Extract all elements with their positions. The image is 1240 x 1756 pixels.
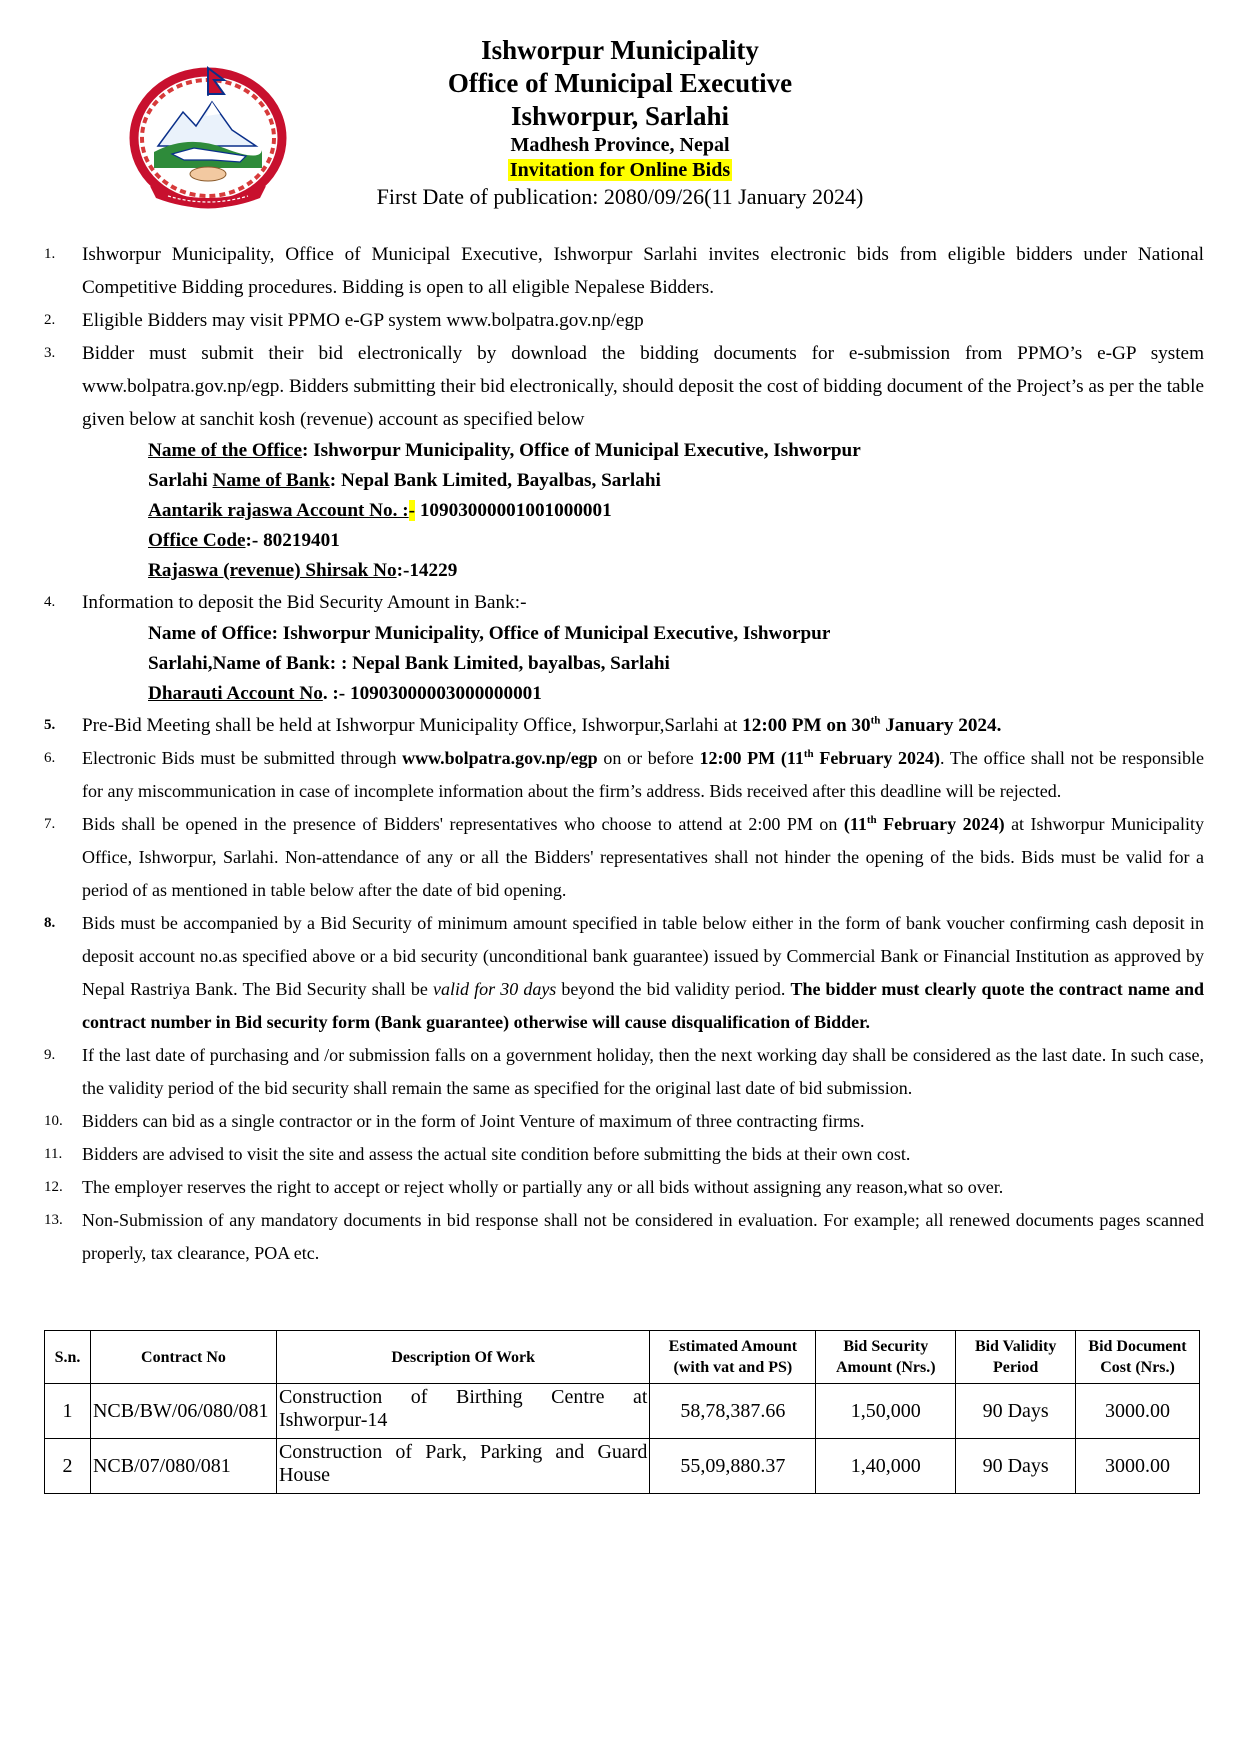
header-line: Bid Document (1088, 1338, 1187, 1355)
item-number: 4. (44, 594, 56, 610)
item-number: 13. (44, 1212, 63, 1228)
cell-description (276, 1439, 649, 1494)
item-number: 11. (44, 1146, 63, 1162)
header-description: Description Of Work (276, 1331, 649, 1384)
header-contract-no: Contract No (90, 1331, 276, 1384)
account-label: Aantarik rajaswa Account No. : (148, 500, 409, 521)
cell-bid-security: 1,40,000 (816, 1439, 956, 1494)
cell-sn: 1 (45, 1384, 91, 1439)
cell-estimated-amount: 58,78,387.66 (650, 1384, 816, 1439)
list-item (44, 337, 1204, 436)
item-text: . The office shall not be responsible for any miscommunication in case of incomplete information about the firm’s address. Bids received after this deadline will be rejected. (82, 748, 1204, 801)
list-item (44, 808, 1204, 907)
list-item (44, 304, 1204, 337)
list-item (44, 586, 1204, 619)
superscript: th (803, 748, 814, 760)
item-text-bold: February 2024) (876, 814, 1005, 834)
cell-bid-security: 1,50,000 (816, 1384, 956, 1439)
list-item (44, 1039, 1204, 1105)
item-text: Pre-Bid Meeting shall be held at Ishworpur Municipality Office, Ishworpur,Sarlahi at (82, 715, 743, 736)
item-number: 7. (44, 816, 56, 832)
superscript: th (870, 714, 881, 727)
security-account-details (44, 619, 1204, 709)
office-name: Office of Municipal Executive (447, 68, 793, 98)
header-sn: S.n. (45, 1331, 91, 1384)
item-text: beyond the bid validity period. (556, 979, 791, 999)
list-item (44, 907, 1204, 1039)
item-number: 5. (44, 717, 56, 733)
cell-sn: 2 (45, 1439, 91, 1494)
list-item (44, 709, 1204, 742)
list-item (44, 1138, 1204, 1171)
item-text: Bidders are advised to visit the site and assess the actual site condition before submitting the bids at their own cost. (82, 1144, 911, 1164)
nepal-government-emblem-icon (128, 60, 288, 210)
item-text-italic: valid for 30 days (432, 979, 557, 999)
header-bid-security (816, 1331, 956, 1384)
item-text: Bidder must submit their bid electronically by download the bidding documents for e-submission from PPMO’s e-GP system www.bolpatra.gov.np/egp. Bidders submitting their bid electronically, should deposit the cost of bidding document of the Project’s as per the table given below at sanchit kosh (revenue) account as specified below (82, 343, 1204, 430)
office-value: : Ishworpur Municipality, Office of Municipal Executive, Ishworpur (301, 440, 861, 461)
item-text: Bidders can bid as a single contractor or in the form of Joint Venture of maximum of three contracting firms. (82, 1111, 865, 1131)
superscript: th (866, 814, 877, 826)
header-line: Bid Validity (974, 1338, 1057, 1355)
cell-bid-validity: 90 Days (956, 1384, 1076, 1439)
office-code-label: Office Code (148, 530, 246, 551)
header-line: Period (992, 1359, 1039, 1376)
egp-link-text: www.bolpatra.gov.np/egp (402, 748, 598, 768)
security-office: Name of Office: Ishworpur Municipality, Office of Municipal Executive, Ishworpur (148, 623, 831, 644)
item-text-bold: (11 (843, 814, 867, 834)
bids-table (44, 1330, 1200, 1494)
list-item (44, 238, 1204, 304)
item-number: 9. (44, 1047, 56, 1063)
desc-line: Construction of Park, Parking and Guard (278, 1441, 648, 1463)
item-text: Information to deposit the Bid Security Amount in Bank:- (82, 592, 527, 613)
item-number: 3. (44, 345, 56, 361)
list-item (44, 1105, 1204, 1138)
item-number: 2. (44, 312, 56, 328)
cell-contract-no: NCB/BW/06/080/081 (90, 1384, 276, 1439)
cell-bid-validity: 90 Days (956, 1439, 1076, 1494)
office-code-value: :- 80219401 (245, 530, 340, 551)
shirsak-label: Rajaswa (revenue) Shirsak No (148, 560, 397, 581)
item-text-bold: 12:00 PM (11 (699, 748, 804, 768)
item-number: 10. (44, 1113, 63, 1129)
item-text: The employer reserves the right to accept or reject wholly or partially any or all bids without assigning any reason,what so over. (82, 1177, 1004, 1197)
header-line: Bid Security (843, 1338, 929, 1355)
shirsak-value: :-14229 (396, 560, 458, 581)
item-text-bold: 12:00 PM on 30 (742, 715, 871, 736)
item-number: 8. (44, 915, 56, 931)
revenue-account-details (44, 436, 1204, 586)
table-row (45, 1439, 1200, 1494)
header-line: Estimated Amount (668, 1338, 798, 1355)
desc-line: Ishworpur-14 (278, 1409, 388, 1431)
item-text: at Ishworpur Municipality Office, Ishworpur, Sarlahi. Non-attendance of any or all the Bidders' representatives shall not hinder the opening of the bids. Bids must be valid for a period of as mentioned in table below after the date of bid opening. (82, 814, 1205, 900)
cell-document-cost: 3000.00 (1076, 1439, 1200, 1494)
notice-header (330, 34, 910, 211)
header-bid-validity (956, 1331, 1076, 1384)
dharauti-label: Dharauti Account No (148, 683, 323, 704)
security-bank: Sarlahi,Name of Bank: : Nepal Bank Limited, bayalbas, Sarlahi (148, 653, 670, 674)
item-text: If the last date of purchasing and /or submission falls on a government holiday, then the next working day shall be considered as the last date. In such case, the validity period of the bid security shall remain the same as specified for the original last date of bid submission. (82, 1045, 1204, 1098)
municipality-name: Ishworpur Municipality (481, 35, 759, 65)
item-text-bold: The bidder must clearly quote the contract name and contract number in Bid security form (Bank guarantee) otherwise will cause disqualification of Bidder. (82, 979, 1204, 1032)
bank-label: Name of Bank (212, 470, 330, 491)
item-text: Eligible Bidders may visit PPMO e-GP system www.bolpatra.gov.np/egp (82, 310, 644, 331)
header-line: Amount (Nrs.) (835, 1359, 936, 1376)
bank-value: : Nepal Bank Limited, Bayalbas, Sarlahi (329, 470, 661, 491)
item-text: on or before (597, 748, 700, 768)
item-text-bold: February 2024) (813, 748, 941, 768)
account-dash: - (408, 500, 416, 521)
header-line: Cost (Nrs.) (1100, 1359, 1175, 1376)
item-text: Bids must be accompanied by a Bid Security of minimum amount specified in table below either in the form of bank voucher confirming cash deposit in deposit account no.as specified above or a bid security (unconditional bank guarantee) issued by Commercial Bank or Financial Institution as approved by Nepal Rastriya Bank. The Bid Security shall be (82, 913, 1204, 999)
office-value-cont: Sarlahi (148, 470, 213, 491)
cell-document-cost: 3000.00 (1076, 1384, 1200, 1439)
item-text: Non-Submission of any mandatory documents in bid response shall not be considered in evaluation. For example; all renewed documents pages scanned properly, tax clearance, POA etc. (82, 1210, 1204, 1263)
notice-body (44, 238, 1204, 1270)
desc-line: House (278, 1464, 331, 1486)
cell-contract-no: NCB/07/080/081 (90, 1439, 276, 1494)
table-header-row (45, 1331, 1200, 1384)
header-line: (with vat and PS) (673, 1359, 793, 1376)
list-item (44, 1204, 1204, 1270)
office-location: Ishworpur, Sarlahi (510, 101, 730, 131)
office-label: Name of the Office (148, 440, 302, 461)
list-item (44, 1171, 1204, 1204)
item-text: Bids shall be opened in the presence of Bidders' representatives who choose to attend at 2:00 PM on (82, 814, 844, 834)
publication-date: First Date of publication: 2080/09/26(11 January 2024) (376, 184, 864, 209)
item-number: 12. (44, 1179, 63, 1195)
province-line: Madhesh Province, Nepal (510, 134, 730, 156)
item-text: Electronic Bids must be submitted through (82, 748, 403, 768)
table-row (45, 1384, 1200, 1439)
dharauti-value: . :- 10903000003000000001 (322, 683, 542, 704)
item-text: Ishworpur Municipality, Office of Municipal Executive, Ishworpur Sarlahi invites electronic bids from eligible bidders under National Competitive Bidding procedures. Bidding is open to all eligible Nepalese Bidders. (82, 244, 1204, 298)
desc-line: Construction of Birthing Centre at (278, 1386, 648, 1408)
item-number: 1. (44, 246, 56, 262)
header-estimated-amount (650, 1331, 816, 1384)
cell-description (276, 1384, 649, 1439)
item-number: 6. (44, 750, 56, 766)
header-document-cost (1076, 1331, 1200, 1384)
account-value: 10903000001001000001 (415, 500, 612, 521)
item-text-bold: January 2024. (880, 715, 1002, 736)
cell-estimated-amount: 55,09,880.37 (650, 1439, 816, 1494)
notice-title: Invitation for Online Bids (509, 159, 731, 181)
list-item (44, 742, 1204, 808)
